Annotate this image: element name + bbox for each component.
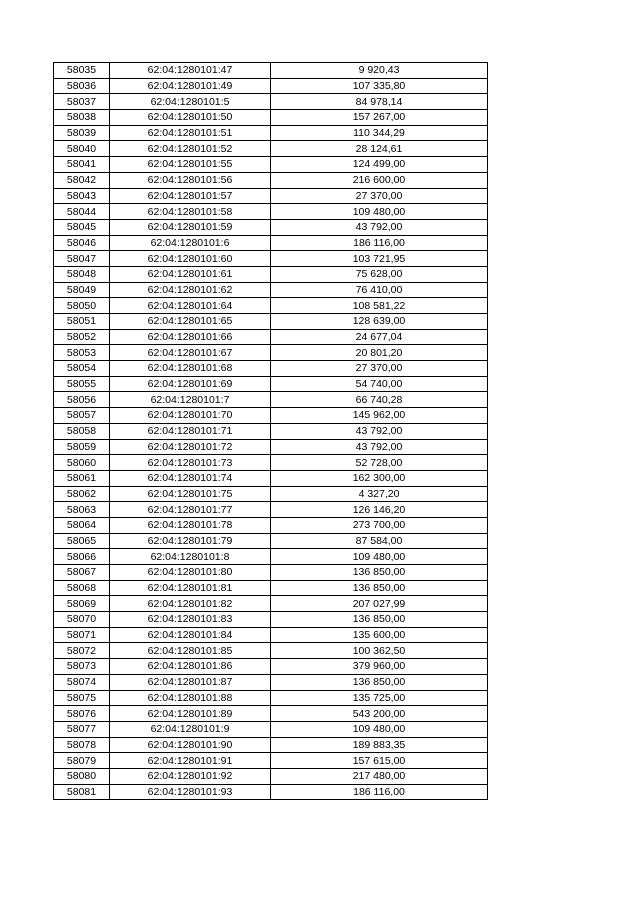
row-number-cell: 58037 [54, 94, 110, 110]
table-row [54, 517, 488, 533]
cadastral-number-cell: 62:04:1280101:72 [110, 439, 271, 455]
row-number-cell: 58074 [54, 674, 110, 690]
row-number-cell: 58058 [54, 423, 110, 439]
row-number-cell: 58077 [54, 721, 110, 737]
value-cell: 28 124,61 [271, 141, 488, 157]
table-row [54, 549, 488, 565]
row-number-cell: 58076 [54, 706, 110, 722]
table-row [54, 78, 488, 94]
value-cell: 186 116,00 [271, 784, 488, 800]
value-cell: 136 850,00 [271, 580, 488, 596]
cadastral-number-cell: 62:04:1280101:87 [110, 674, 271, 690]
row-number-cell: 58051 [54, 314, 110, 330]
row-number-cell: 58067 [54, 565, 110, 581]
table-row [54, 172, 488, 188]
table-row [54, 329, 488, 345]
cadastral-number-cell: 62:04:1280101:91 [110, 753, 271, 769]
value-cell: 273 700,00 [271, 517, 488, 533]
row-number-cell: 58063 [54, 502, 110, 518]
cadastral-number-cell: 62:04:1280101:5 [110, 94, 271, 110]
table-row [54, 737, 488, 753]
row-number-cell: 58048 [54, 266, 110, 282]
row-number-cell: 58041 [54, 157, 110, 173]
cadastral-number-cell: 62:04:1280101:52 [110, 141, 271, 157]
value-cell: 136 850,00 [271, 565, 488, 581]
table-body [54, 63, 488, 800]
value-cell: 126 146,20 [271, 502, 488, 518]
row-number-cell: 58081 [54, 784, 110, 800]
row-number-cell: 58047 [54, 251, 110, 267]
table-row [54, 345, 488, 361]
cadastral-number-cell: 62:04:1280101:79 [110, 533, 271, 549]
value-cell: 110 344,29 [271, 125, 488, 141]
value-cell: 20 801,20 [271, 345, 488, 361]
table-row [54, 502, 488, 518]
table-row [54, 282, 488, 298]
value-cell: 9 920,43 [271, 63, 488, 79]
table-row [54, 94, 488, 110]
value-cell: 52 728,00 [271, 455, 488, 471]
table-row [54, 612, 488, 628]
table-row [54, 596, 488, 612]
value-cell: 43 792,00 [271, 423, 488, 439]
row-number-cell: 58068 [54, 580, 110, 596]
value-cell: 124 499,00 [271, 157, 488, 173]
cadastral-number-cell: 62:04:1280101:66 [110, 329, 271, 345]
value-cell: 157 615,00 [271, 753, 488, 769]
table-row [54, 157, 488, 173]
table-row [54, 110, 488, 126]
table-row [54, 298, 488, 314]
cadastral-number-cell: 62:04:1280101:83 [110, 612, 271, 628]
table-row [54, 643, 488, 659]
table-row [54, 706, 488, 722]
table-row [54, 455, 488, 471]
row-number-cell: 58043 [54, 188, 110, 204]
row-number-cell: 58075 [54, 690, 110, 706]
row-number-cell: 58069 [54, 596, 110, 612]
row-number-cell: 58045 [54, 219, 110, 235]
table-row [54, 376, 488, 392]
value-cell: 162 300,00 [271, 470, 488, 486]
row-number-cell: 58040 [54, 141, 110, 157]
table-row [54, 235, 488, 251]
row-number-cell: 58079 [54, 753, 110, 769]
table-row [54, 423, 488, 439]
cadastral-number-cell: 62:04:1280101:74 [110, 470, 271, 486]
cadastral-number-cell: 62:04:1280101:62 [110, 282, 271, 298]
table-row [54, 266, 488, 282]
cadastral-number-cell: 62:04:1280101:69 [110, 376, 271, 392]
row-number-cell: 58057 [54, 408, 110, 424]
cadastral-number-cell: 62:04:1280101:55 [110, 157, 271, 173]
table-row [54, 768, 488, 784]
table-row [54, 753, 488, 769]
table-row [54, 690, 488, 706]
value-cell: 186 116,00 [271, 235, 488, 251]
row-number-cell: 58052 [54, 329, 110, 345]
row-number-cell: 58044 [54, 204, 110, 220]
row-number-cell: 58059 [54, 439, 110, 455]
row-number-cell: 58054 [54, 361, 110, 377]
cadastral-number-cell: 62:04:1280101:82 [110, 596, 271, 612]
cadastral-number-cell: 62:04:1280101:6 [110, 235, 271, 251]
table-row [54, 408, 488, 424]
table-row [54, 784, 488, 800]
row-number-cell: 58055 [54, 376, 110, 392]
value-cell: 157 267,00 [271, 110, 488, 126]
cadastral-number-cell: 62:04:1280101:49 [110, 78, 271, 94]
cadastral-number-cell: 62:04:1280101:58 [110, 204, 271, 220]
value-cell: 207 027,99 [271, 596, 488, 612]
cadastral-number-cell: 62:04:1280101:9 [110, 721, 271, 737]
cadastral-number-cell: 62:04:1280101:80 [110, 565, 271, 581]
value-cell: 66 740,28 [271, 392, 488, 408]
cadastral-number-cell: 62:04:1280101:64 [110, 298, 271, 314]
cadastral-number-cell: 62:04:1280101:84 [110, 627, 271, 643]
cadastral-number-cell: 62:04:1280101:68 [110, 361, 271, 377]
row-number-cell: 58065 [54, 533, 110, 549]
value-cell: 100 362,50 [271, 643, 488, 659]
value-cell: 24 677,04 [271, 329, 488, 345]
row-number-cell: 58049 [54, 282, 110, 298]
row-number-cell: 58061 [54, 470, 110, 486]
cadastral-number-cell: 62:04:1280101:7 [110, 392, 271, 408]
value-cell: 379 960,00 [271, 659, 488, 675]
row-number-cell: 58062 [54, 486, 110, 502]
value-cell: 145 962,00 [271, 408, 488, 424]
table-row [54, 721, 488, 737]
row-number-cell: 58060 [54, 455, 110, 471]
cadastral-number-cell: 62:04:1280101:90 [110, 737, 271, 753]
cadastral-number-cell: 62:04:1280101:47 [110, 63, 271, 79]
row-number-cell: 58080 [54, 768, 110, 784]
value-cell: 135 725,00 [271, 690, 488, 706]
row-number-cell: 58036 [54, 78, 110, 94]
table-row [54, 486, 488, 502]
table-row [54, 188, 488, 204]
table-row [54, 392, 488, 408]
table-row [54, 470, 488, 486]
cadastral-number-cell: 62:04:1280101:8 [110, 549, 271, 565]
table-row [54, 627, 488, 643]
value-cell: 189 883,35 [271, 737, 488, 753]
row-number-cell: 58038 [54, 110, 110, 126]
cadastral-number-cell: 62:04:1280101:51 [110, 125, 271, 141]
row-number-cell: 58056 [54, 392, 110, 408]
table-row [54, 439, 488, 455]
value-cell: 43 792,00 [271, 439, 488, 455]
row-number-cell: 58053 [54, 345, 110, 361]
table-row [54, 204, 488, 220]
value-cell: 109 480,00 [271, 721, 488, 737]
table-row [54, 361, 488, 377]
row-number-cell: 58050 [54, 298, 110, 314]
cadastral-number-cell: 62:04:1280101:56 [110, 172, 271, 188]
cadastral-number-cell: 62:04:1280101:60 [110, 251, 271, 267]
value-cell: 75 628,00 [271, 266, 488, 282]
value-cell: 107 335,80 [271, 78, 488, 94]
row-number-cell: 58072 [54, 643, 110, 659]
cadastral-number-cell: 62:04:1280101:89 [110, 706, 271, 722]
table-row [54, 314, 488, 330]
table-row [54, 674, 488, 690]
cadastral-number-cell: 62:04:1280101:81 [110, 580, 271, 596]
value-cell: 135 600,00 [271, 627, 488, 643]
table-row [54, 565, 488, 581]
cadastral-value-table [53, 62, 488, 800]
cadastral-number-cell: 62:04:1280101:71 [110, 423, 271, 439]
cadastral-number-cell: 62:04:1280101:67 [110, 345, 271, 361]
value-cell: 43 792,00 [271, 219, 488, 235]
row-number-cell: 58071 [54, 627, 110, 643]
cadastral-number-cell: 62:04:1280101:92 [110, 768, 271, 784]
cadastral-number-cell: 62:04:1280101:86 [110, 659, 271, 675]
cadastral-number-cell: 62:04:1280101:93 [110, 784, 271, 800]
table-row [54, 63, 488, 79]
cadastral-number-cell: 62:04:1280101:65 [110, 314, 271, 330]
cadastral-number-cell: 62:04:1280101:85 [110, 643, 271, 659]
cadastral-number-cell: 62:04:1280101:57 [110, 188, 271, 204]
value-cell: 216 600,00 [271, 172, 488, 188]
value-cell: 103 721,95 [271, 251, 488, 267]
value-cell: 136 850,00 [271, 612, 488, 628]
cadastral-number-cell: 62:04:1280101:59 [110, 219, 271, 235]
cadastral-number-cell: 62:04:1280101:70 [110, 408, 271, 424]
value-cell: 27 370,00 [271, 361, 488, 377]
value-cell: 109 480,00 [271, 204, 488, 220]
row-number-cell: 58070 [54, 612, 110, 628]
cadastral-number-cell: 62:04:1280101:73 [110, 455, 271, 471]
value-cell: 76 410,00 [271, 282, 488, 298]
row-number-cell: 58046 [54, 235, 110, 251]
table-row [54, 533, 488, 549]
value-cell: 84 978,14 [271, 94, 488, 110]
value-cell: 4 327,20 [271, 486, 488, 502]
cadastral-number-cell: 62:04:1280101:61 [110, 266, 271, 282]
value-cell: 27 370,00 [271, 188, 488, 204]
table-row [54, 251, 488, 267]
value-cell: 54 740,00 [271, 376, 488, 392]
row-number-cell: 58064 [54, 517, 110, 533]
table-row [54, 659, 488, 675]
table-row [54, 125, 488, 141]
value-cell: 87 584,00 [271, 533, 488, 549]
cadastral-number-cell: 62:04:1280101:78 [110, 517, 271, 533]
value-cell: 109 480,00 [271, 549, 488, 565]
value-cell: 543 200,00 [271, 706, 488, 722]
row-number-cell: 58042 [54, 172, 110, 188]
cadastral-number-cell: 62:04:1280101:50 [110, 110, 271, 126]
table-row [54, 219, 488, 235]
cadastral-number-cell: 62:04:1280101:88 [110, 690, 271, 706]
cadastral-number-cell: 62:04:1280101:75 [110, 486, 271, 502]
row-number-cell: 58073 [54, 659, 110, 675]
value-cell: 108 581,22 [271, 298, 488, 314]
value-cell: 128 639,00 [271, 314, 488, 330]
value-cell: 136 850,00 [271, 674, 488, 690]
row-number-cell: 58066 [54, 549, 110, 565]
row-number-cell: 58078 [54, 737, 110, 753]
cadastral-number-cell: 62:04:1280101:77 [110, 502, 271, 518]
row-number-cell: 58035 [54, 63, 110, 79]
table-row [54, 141, 488, 157]
row-number-cell: 58039 [54, 125, 110, 141]
table-row [54, 580, 488, 596]
value-cell: 217 480,00 [271, 768, 488, 784]
